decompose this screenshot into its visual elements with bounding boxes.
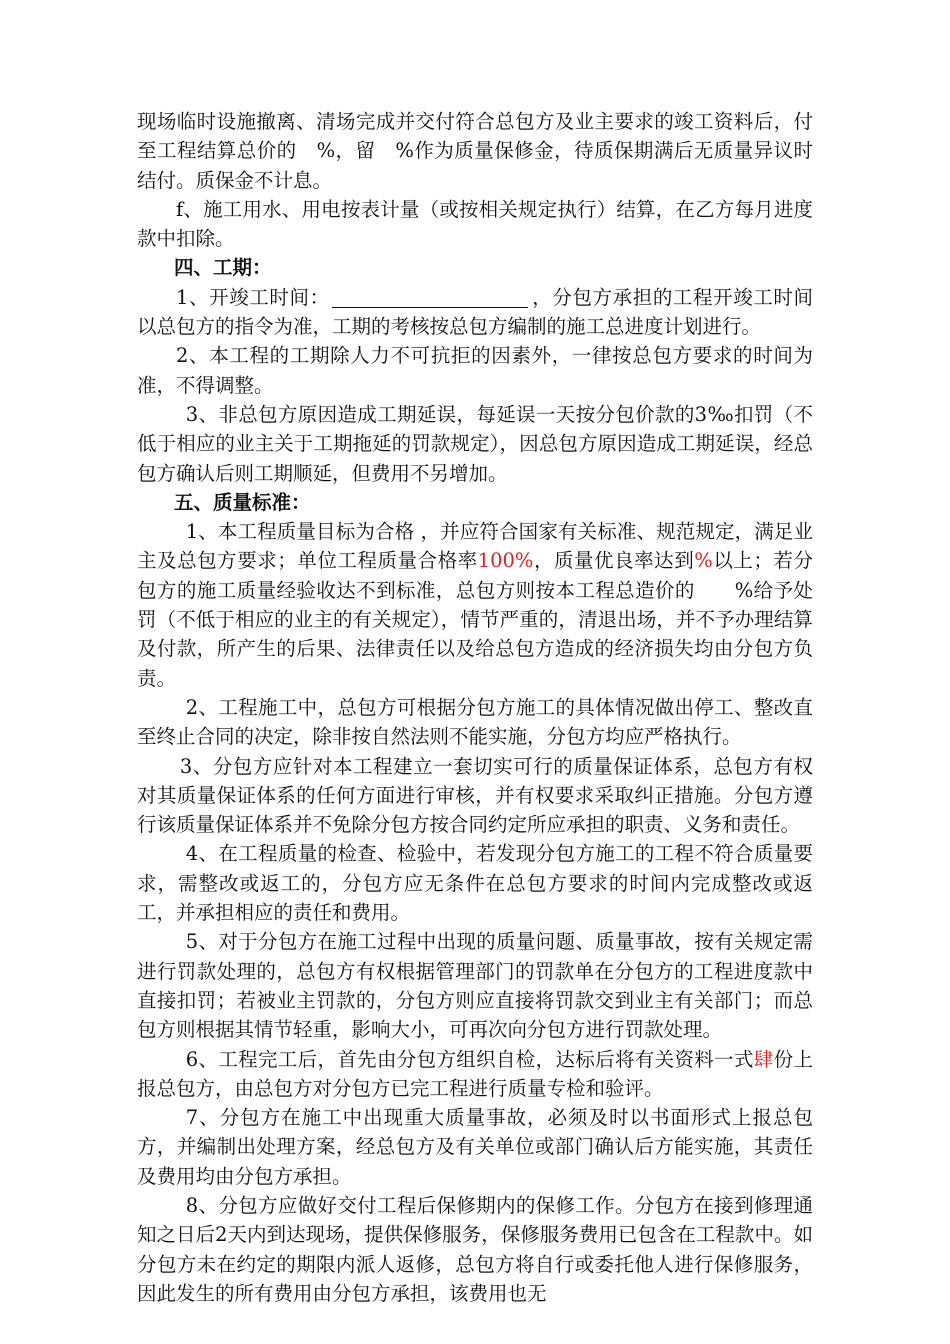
quality-clause-8: 8、分包方应做好交付工程后保修期内的保修工作。分包方在接到修理通知之日后2天内到达现场，提供保修服务，保修服务费用已包含在工程款中。如分包方未在约定的期限内派人返修，总包方将自行或委托他人进行保修服务，因此发生的所有费用由分包方承担，该费用也无 [137, 1193, 813, 1305]
quality-clause-1-text-a: 1、本工程质量目标为合格 ，并应符合国家有关标准、规范规定，满足业主及总包方要求；单位工程质量合格率 [137, 520, 813, 573]
payment-paragraph-f: f、施工用水、用电按表计量（或按相关规定执行）结算，在乙方每月进度款中扣除。 [137, 197, 813, 251]
quality-clause-3: 3、分包方应针对本工程建立一套切实可行的质量保证体系，总包方有权对其质量保证体系的任何方面进行审核，并有权要求采取纠正措施。分包方遵行该质量保证体系并不免除分包方按合同约定所应承担的职责、义务和责任。 [137, 754, 813, 837]
schedule-clause-3: 3、非总包方原因造成工期延误，每延误一天按分包价款的3‰扣罚（不低于相应的业主关于工期拖延的罚款规定），因总包方原因造成工期延误，经总包方确认后则工期顺延，但费用不另增加。 [137, 402, 813, 485]
schedule-clause-1-label: 1、开竣工时间： [176, 285, 330, 309]
quality-clause-4: 4、在工程质量的检查、检验中，若发现分包方施工的工程不符合质量要求，需整改或返工的，分包方应无条件在总包方要求的时间内完成整改或返工，并承担相应的责任和费用。 [137, 842, 813, 925]
document-body [137, 107, 813, 1308]
copies-count: 肆 [753, 1047, 774, 1071]
date-blank-line [332, 287, 528, 308]
quality-clause-5: 5、对于分包方在施工过程中出现的质量问题、质量事故，按有关规定需进行罚款处理的，总包方有权根据管理部门的罚款单在分包方的工程进度款中直接扣罚；若被业主罚款的，分包方则应直接将罚款交到业主有关部门；而总包方则根据其情节轻重，影响大小，可再次向分包方进行罚款处理。 [137, 930, 813, 1042]
pass-rate-value: 100% [477, 549, 534, 573]
schedule-clause-2: 2、本工程的工期除人力不可抗拒的因素外，一律按总包方要求的时间为准，不得调整。 [137, 344, 813, 397]
schedule-clause-1 [137, 283, 813, 342]
schedule-clause-1-text: ，分包方承担的工程开竣工时间以总包方的指令为准，工期的考核按总包方编制的施工总进度计划进行。 [137, 285, 813, 339]
quality-clause-1 [137, 517, 813, 693]
quality-clause-6-text-a: 6、工程完工后，首先由分包方组织自检，达标后将有关资料一式 [185, 1047, 754, 1071]
excellence-rate-value: % [694, 549, 713, 573]
quality-clause-1-text-c: 以上；若分包方的施工质量经验收达不到标准，总包方则按本工程总造价的 %给予处罚（不低于相应的业主的有关规定），情节严重的，清退出场，并不予办理结算及付款，所产生的后果、法律责任以及给总包方造成的经济损失均由分包方负责。 [137, 549, 813, 690]
quality-clause-6 [137, 1045, 813, 1104]
quality-clause-1-text-b: ，质量优良率达到 [533, 549, 695, 573]
quality-clause-7: 7、分包方在施工中出现重大质量事故，必须及时以书面形式上报总包方，并编制出处理方案，经总包方及有关单位或部门确认后方能实施，其责任及费用均由分包方承担。 [137, 1106, 813, 1188]
section-heading-schedule: 四、工期： [174, 256, 272, 280]
quality-clause-2: 2、工程施工中，总包方可根据分包方施工的具体情况做出停工、整改直至终止合同的决定，除非按自然法则不能实施，分包方均应严格执行。 [137, 695, 813, 749]
payment-paragraph-e-cont: 现场临时设施撤离、清场完成并交付符合总包方及业主要求的竣工资料后，付至工程结算总价的 %，留 %作为质量保修金，待质保期满后无质量异议时结付。质保金不计息。 [137, 110, 813, 192]
quality-clause-6-text-b: 份上报总包方，由总包方对分包方已完工程进行质量专检和验评。 [137, 1047, 813, 1100]
section-heading-quality: 五、质量标准： [174, 490, 311, 514]
